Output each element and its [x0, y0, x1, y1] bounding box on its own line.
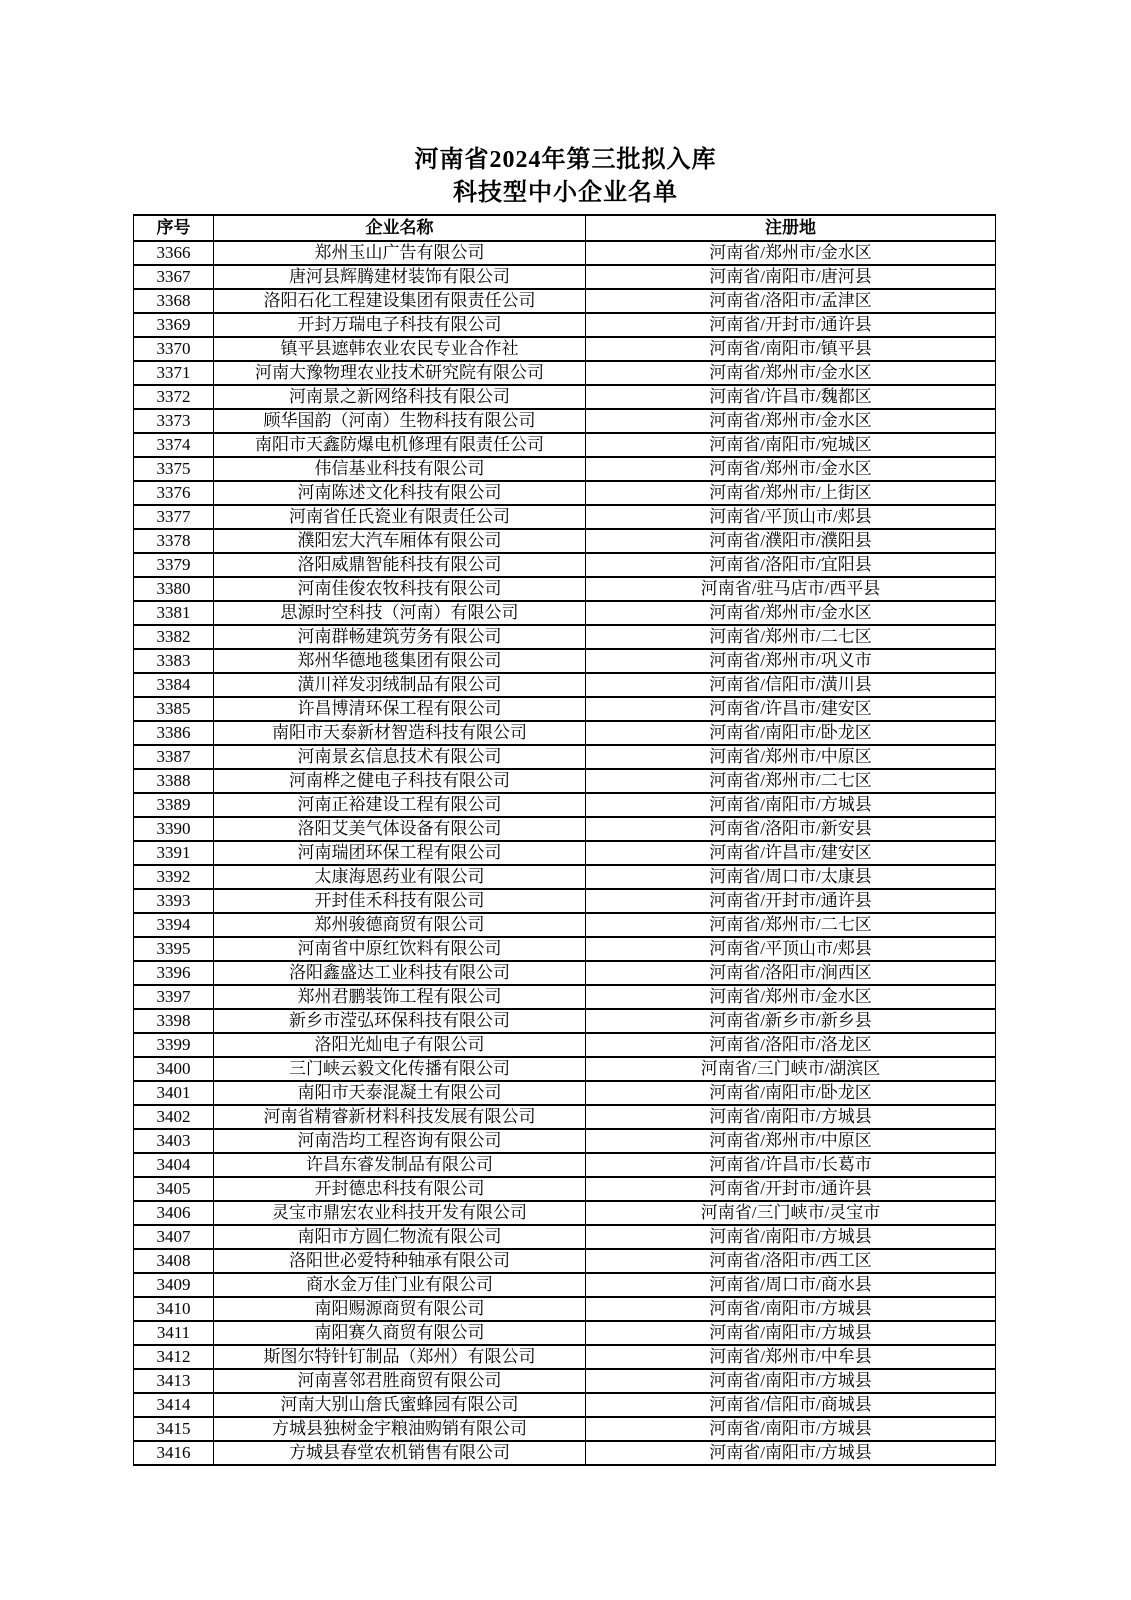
company-name-cell: 河南景之新网络科技有限公司: [214, 385, 586, 409]
registration-place-cell: 河南省/洛阳市/洛龙区: [586, 1033, 996, 1057]
company-name-cell: 方城县春堂农机销售有限公司: [214, 1441, 586, 1465]
table-row: [134, 1153, 996, 1177]
table-row: [134, 265, 996, 289]
table-row: [134, 1177, 996, 1201]
serial-number-cell: 3409: [134, 1273, 214, 1297]
table-row: [134, 529, 996, 553]
serial-number-cell: 3406: [134, 1201, 214, 1225]
registration-place-cell: 河南省/洛阳市/西工区: [586, 1249, 996, 1273]
registration-place-cell: 河南省/南阳市/方城县: [586, 1297, 996, 1321]
registration-place-cell: 河南省/驻马店市/西平县: [586, 577, 996, 601]
serial-number-cell: 3367: [134, 265, 214, 289]
page-title-line1: 河南省2024年第三批拟入库: [414, 147, 717, 173]
serial-number-cell: 3380: [134, 577, 214, 601]
company-name-cell: 南阳市天泰新材智造科技有限公司: [214, 721, 586, 745]
registration-place-cell: 河南省/平顶山市/郏县: [586, 937, 996, 961]
serial-number-cell: 3385: [134, 697, 214, 721]
table-row: [134, 505, 996, 529]
table-row: [134, 769, 996, 793]
company-name-cell: 河南群畅建筑劳务有限公司: [214, 625, 586, 649]
table-row: [134, 673, 996, 697]
registration-place-cell: 河南省/郑州市/上街区: [586, 481, 996, 505]
company-name-cell: 南阳市天鑫防爆电机修理有限责任公司: [214, 433, 586, 457]
registration-place-cell: 河南省/许昌市/建安区: [586, 841, 996, 865]
registration-place-cell: 河南省/郑州市/二七区: [586, 769, 996, 793]
table-row: [134, 1129, 996, 1153]
serial-number-cell: 3395: [134, 937, 214, 961]
company-name-cell: 唐河县辉腾建材装饰有限公司: [214, 265, 586, 289]
company-name-cell: 思源时空科技（河南）有限公司: [214, 601, 586, 625]
registration-place-cell: 河南省/南阳市/卧龙区: [586, 1081, 996, 1105]
serial-number-cell: 3369: [134, 313, 214, 337]
registration-place-cell: 河南省/三门峡市/湖滨区: [586, 1057, 996, 1081]
registration-place-cell: 河南省/郑州市/二七区: [586, 913, 996, 937]
company-name-cell: 洛阳光灿电子有限公司: [214, 1033, 586, 1057]
serial-number-cell: 3374: [134, 433, 214, 457]
table-row: [134, 865, 996, 889]
table-row: [134, 457, 996, 481]
table-row: [134, 1273, 996, 1297]
company-name-cell: 新乡市滢弘环保科技有限公司: [214, 1009, 586, 1033]
serial-number-cell: 3397: [134, 985, 214, 1009]
table-row: [134, 937, 996, 961]
registration-place-cell: 河南省/濮阳市/濮阳县: [586, 529, 996, 553]
registration-place-cell: 河南省/周口市/太康县: [586, 865, 996, 889]
table-row: [134, 289, 996, 313]
registration-place-cell: 河南省/许昌市/长葛市: [586, 1153, 996, 1177]
company-name-cell: 顾华国韵（河南）生物科技有限公司: [214, 409, 586, 433]
serial-number-cell: 3368: [134, 289, 214, 313]
serial-number-cell: 3392: [134, 865, 214, 889]
serial-number-cell: 3396: [134, 961, 214, 985]
table-row: [134, 409, 996, 433]
registration-place-cell: 河南省/信阳市/潢川县: [586, 673, 996, 697]
registration-place-cell: 河南省/南阳市/方城县: [586, 793, 996, 817]
serial-number-cell: 3408: [134, 1249, 214, 1273]
company-name-cell: 许昌东睿发制品有限公司: [214, 1153, 586, 1177]
company-name-cell: 南阳赛久商贸有限公司: [214, 1321, 586, 1345]
company-name-cell: 三门峡云毅文化传播有限公司: [214, 1057, 586, 1081]
table-row: [134, 385, 996, 409]
column-header-company-name: 企业名称: [214, 215, 586, 241]
registration-place-cell: 河南省/郑州市/中牟县: [586, 1345, 996, 1369]
table-row: [134, 1081, 996, 1105]
company-name-cell: 洛阳石化工程建设集团有限责任公司: [214, 289, 586, 313]
table-row: [134, 1033, 996, 1057]
table-row: [134, 1321, 996, 1345]
serial-number-cell: 3416: [134, 1441, 214, 1465]
company-name-cell: 许昌博清环保工程有限公司: [214, 697, 586, 721]
serial-number-cell: 3412: [134, 1345, 214, 1369]
registration-place-cell: 河南省/郑州市/金水区: [586, 457, 996, 481]
company-name-cell: 郑州华德地毯集团有限公司: [214, 649, 586, 673]
table-row: [134, 361, 996, 385]
serial-number-cell: 3387: [134, 745, 214, 769]
company-name-cell: 河南省精睿新材料科技发展有限公司: [214, 1105, 586, 1129]
company-name-cell: 河南大别山詹氏蜜蜂园有限公司: [214, 1393, 586, 1417]
table-row: [134, 745, 996, 769]
company-name-cell: 伟信基业科技有限公司: [214, 457, 586, 481]
table-row: [134, 601, 996, 625]
table-row: [134, 553, 996, 577]
serial-number-cell: 3404: [134, 1153, 214, 1177]
company-name-cell: 南阳市天泰混凝土有限公司: [214, 1081, 586, 1105]
serial-number-cell: 3389: [134, 793, 214, 817]
registration-place-cell: 河南省/洛阳市/新安县: [586, 817, 996, 841]
company-name-cell: 开封万瑞电子科技有限公司: [214, 313, 586, 337]
table-body: [134, 241, 996, 1465]
registration-place-cell: 河南省/郑州市/金水区: [586, 601, 996, 625]
serial-number-cell: 3415: [134, 1417, 214, 1441]
registration-place-cell: 河南省/许昌市/建安区: [586, 697, 996, 721]
serial-number-cell: 3401: [134, 1081, 214, 1105]
table-row: [134, 433, 996, 457]
company-name-cell: 河南浩均工程咨询有限公司: [214, 1129, 586, 1153]
table-row: [134, 1105, 996, 1129]
registration-place-cell: 河南省/南阳市/宛城区: [586, 433, 996, 457]
registration-place-cell: 河南省/开封市/通许县: [586, 1177, 996, 1201]
table-row: [134, 721, 996, 745]
registration-place-cell: 河南省/信阳市/商城县: [586, 1393, 996, 1417]
registration-place-cell: 河南省/南阳市/方城县: [586, 1321, 996, 1345]
serial-number-cell: 3370: [134, 337, 214, 361]
table-row: [134, 1057, 996, 1081]
table-row: [134, 577, 996, 601]
registration-place-cell: 河南省/南阳市/镇平县: [586, 337, 996, 361]
company-name-cell: 潢川祥发羽绒制品有限公司: [214, 673, 586, 697]
company-name-cell: 河南桦之健电子科技有限公司: [214, 769, 586, 793]
serial-number-cell: 3394: [134, 913, 214, 937]
serial-number-cell: 3413: [134, 1369, 214, 1393]
table-header: [134, 215, 996, 241]
registration-place-cell: 河南省/南阳市/唐河县: [586, 265, 996, 289]
company-name-cell: 洛阳威鼎智能科技有限公司: [214, 553, 586, 577]
serial-number-cell: 3379: [134, 553, 214, 577]
serial-number-cell: 3407: [134, 1225, 214, 1249]
company-name-cell: 南阳赐源商贸有限公司: [214, 1297, 586, 1321]
company-name-cell: 河南正裕建设工程有限公司: [214, 793, 586, 817]
registration-place-cell: 河南省/南阳市/方城县: [586, 1441, 996, 1465]
registration-place-cell: 河南省/郑州市/金水区: [586, 361, 996, 385]
company-name-cell: 河南省中原红饮料有限公司: [214, 937, 586, 961]
company-name-cell: 河南大豫物理农业技术研究院有限公司: [214, 361, 586, 385]
table-row: [134, 481, 996, 505]
registration-place-cell: 河南省/郑州市/金水区: [586, 241, 996, 265]
company-name-cell: 河南陈述文化科技有限公司: [214, 481, 586, 505]
serial-number-cell: 3399: [134, 1033, 214, 1057]
table-row: [134, 1369, 996, 1393]
table-row: [134, 1297, 996, 1321]
serial-number-cell: 3411: [134, 1321, 214, 1345]
serial-number-cell: 3398: [134, 1009, 214, 1033]
table-row: [134, 1249, 996, 1273]
serial-number-cell: 3390: [134, 817, 214, 841]
registration-place-cell: 河南省/开封市/通许县: [586, 889, 996, 913]
company-name-cell: 河南喜邻君胜商贸有限公司: [214, 1369, 586, 1393]
registration-place-cell: 河南省/洛阳市/孟津区: [586, 289, 996, 313]
company-name-cell: 商水金万佳门业有限公司: [214, 1273, 586, 1297]
table-row: [134, 625, 996, 649]
registration-place-cell: 河南省/郑州市/二七区: [586, 625, 996, 649]
registration-place-cell: 河南省/郑州市/中原区: [586, 1129, 996, 1153]
serial-number-cell: 3403: [134, 1129, 214, 1153]
table-row: [134, 1393, 996, 1417]
company-table: [133, 214, 996, 1466]
company-name-cell: 灵宝市鼎宏农业科技开发有限公司: [214, 1201, 586, 1225]
registration-place-cell: 河南省/南阳市/方城县: [586, 1417, 996, 1441]
serial-number-cell: 3391: [134, 841, 214, 865]
serial-number-cell: 3414: [134, 1393, 214, 1417]
company-name-cell: 郑州骏德商贸有限公司: [214, 913, 586, 937]
table-row: [134, 889, 996, 913]
table-row: [134, 649, 996, 673]
serial-number-cell: 3378: [134, 529, 214, 553]
table-row: [134, 817, 996, 841]
table-row: [134, 337, 996, 361]
table-row: [134, 961, 996, 985]
table-row: [134, 1417, 996, 1441]
serial-number-cell: 3383: [134, 649, 214, 673]
serial-number-cell: 3386: [134, 721, 214, 745]
serial-number-cell: 3400: [134, 1057, 214, 1081]
registration-place-cell: 河南省/洛阳市/涧西区: [586, 961, 996, 985]
registration-place-cell: 河南省/周口市/商水县: [586, 1273, 996, 1297]
table-row: [134, 1345, 996, 1369]
company-name-cell: 濮阳宏大汽车厢体有限公司: [214, 529, 586, 553]
company-name-cell: 镇平县遮韩农业农民专业合作社: [214, 337, 586, 361]
serial-number-cell: 3393: [134, 889, 214, 913]
registration-place-cell: 河南省/南阳市/方城县: [586, 1369, 996, 1393]
table-row: [134, 1225, 996, 1249]
registration-place-cell: 河南省/南阳市/卧龙区: [586, 721, 996, 745]
serial-number-cell: 3373: [134, 409, 214, 433]
registration-place-cell: 河南省/南阳市/方城县: [586, 1105, 996, 1129]
company-name-cell: 开封德忠科技有限公司: [214, 1177, 586, 1201]
registration-place-cell: 河南省/许昌市/魏都区: [586, 385, 996, 409]
registration-place-cell: 河南省/南阳市/方城县: [586, 1225, 996, 1249]
registration-place-cell: 河南省/开封市/通许县: [586, 313, 996, 337]
registration-place-cell: 河南省/洛阳市/宜阳县: [586, 553, 996, 577]
serial-number-cell: 3371: [134, 361, 214, 385]
table-row: [134, 913, 996, 937]
serial-number-cell: 3376: [134, 481, 214, 505]
serial-number-cell: 3410: [134, 1297, 214, 1321]
serial-number-cell: 3382: [134, 625, 214, 649]
serial-number-cell: 3366: [134, 241, 214, 265]
registration-place-cell: 河南省/郑州市/巩义市: [586, 649, 996, 673]
serial-number-cell: 3405: [134, 1177, 214, 1201]
company-name-cell: 南阳市方圆仁物流有限公司: [214, 1225, 586, 1249]
registration-place-cell: 河南省/平顶山市/郏县: [586, 505, 996, 529]
company-name-cell: 河南瑞团环保工程有限公司: [214, 841, 586, 865]
table-header-row: [134, 215, 996, 241]
table-row: [134, 313, 996, 337]
company-name-cell: 洛阳世必爱特种轴承有限公司: [214, 1249, 586, 1273]
company-name-cell: 郑州玉山广告有限公司: [214, 241, 586, 265]
serial-number-cell: 3372: [134, 385, 214, 409]
page-title-line2: 科技型中小企业名单: [453, 180, 678, 206]
serial-number-cell: 3388: [134, 769, 214, 793]
registration-place-cell: 河南省/郑州市/中原区: [586, 745, 996, 769]
registration-place-cell: 河南省/新乡市/新乡县: [586, 1009, 996, 1033]
company-name-cell: 洛阳鑫盛达工业科技有限公司: [214, 961, 586, 985]
company-name-cell: 河南景玄信息技术有限公司: [214, 745, 586, 769]
registration-place-cell: 河南省/三门峡市/灵宝市: [586, 1201, 996, 1225]
table-row: [134, 697, 996, 721]
serial-number-cell: 3402: [134, 1105, 214, 1129]
page-title: [0, 0, 1131, 210]
serial-number-cell: 3377: [134, 505, 214, 529]
serial-number-cell: 3384: [134, 673, 214, 697]
company-name-cell: 斯图尔特针钉制品（郑州）有限公司: [214, 1345, 586, 1369]
company-name-cell: 郑州君鹏装饰工程有限公司: [214, 985, 586, 1009]
table-row: [134, 1201, 996, 1225]
serial-number-cell: 3381: [134, 601, 214, 625]
registration-place-cell: 河南省/郑州市/金水区: [586, 985, 996, 1009]
column-header-registration: 注册地: [586, 215, 996, 241]
table-row: [134, 1441, 996, 1465]
company-name-cell: 洛阳艾美气体设备有限公司: [214, 817, 586, 841]
company-name-cell: 方城县独树金宇粮油购销有限公司: [214, 1417, 586, 1441]
table-row: [134, 985, 996, 1009]
table-row: [134, 793, 996, 817]
table-row: [134, 841, 996, 865]
table-row: [134, 1009, 996, 1033]
company-name-cell: 太康海恩药业有限公司: [214, 865, 586, 889]
company-name-cell: 河南省任氏瓷业有限责任公司: [214, 505, 586, 529]
registration-place-cell: 河南省/郑州市/金水区: [586, 409, 996, 433]
serial-number-cell: 3375: [134, 457, 214, 481]
company-name-cell: 开封佳禾科技有限公司: [214, 889, 586, 913]
column-header-serial: 序号: [134, 215, 214, 241]
table-row: [134, 241, 996, 265]
company-name-cell: 河南佳俊农牧科技有限公司: [214, 577, 586, 601]
